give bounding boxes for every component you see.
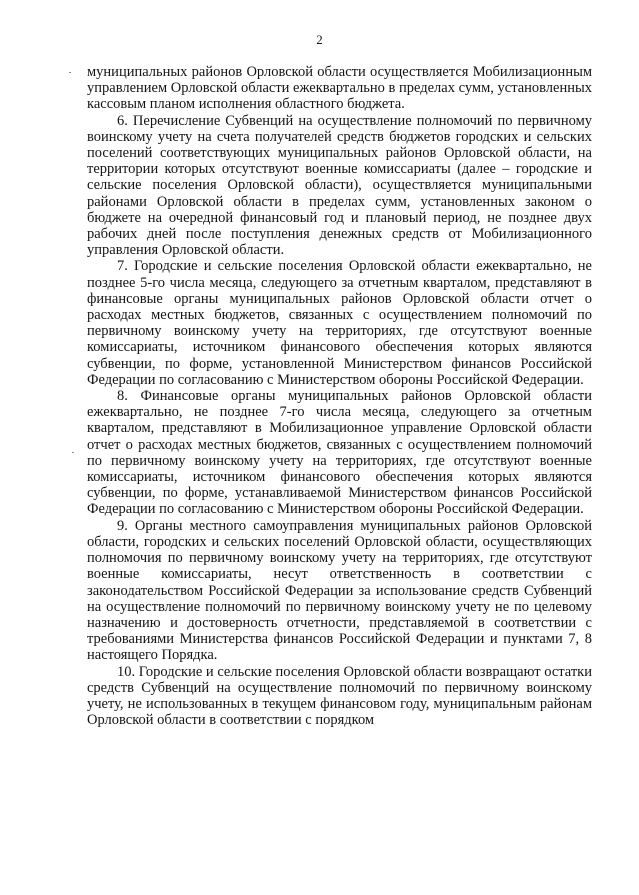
paragraph-9: 9. Органы местного самоуправления муниципальных районов Орловской области, городских и сельских поселений Орловской области, осуществляющих полномочия по первичному воинскому учету на территориях, где отсутствуют военные комиссариаты, несут ответственность в соответствии с законодательством Российской Федерации за использование средств Субвенций на осуществление полномочий по первичному воинскому учету не по целевому назначению и достоверность отчетности, представляемой в соответствии с требованиями Министерства финансов Российской Федерации и пунктами 7, 8 настоящего Порядка. (87, 517, 592, 664)
paragraph-7: 7. Городские и сельские поселения Орловской области ежеквартально, не позднее 5-го числа месяца, следующего за отчетным кварталом, представляют в финансовые органы муниципальных районов Орловской области отчет о расходах местных бюджетов, связанных с осуществлением полномочий по первичному воинскому учету на территориях, где отсутствуют военные комиссариаты, источником финансового обеспечения которых являются субвенции, по форме, установленной Министерством финансов Российской Федерации по согласованию с Министерством обороны Российской Федерации. (87, 258, 592, 388)
document-body (87, 64, 592, 728)
scan-speck (72, 452, 74, 453)
paragraph-6: 6. Перечисление Субвенций на осуществление полномочий по первичному воинскому учету на счета получателей средств бюджетов городских и сельских поселений соответствующих муниципальных районов Орловской области, на территории которых отсутствуют военные комиссариаты (далее – городские и сельские поселения Орловской области), осуществляется муниципальными районами Орловской области в пределах сумм, установленных законом о бюджете на очередной финансовый год и плановый период, не позднее двух рабочих дней после поступления денежных средств от Мобилизационного управления Орловской области. (87, 112, 592, 259)
page-number: 2 (316, 32, 323, 47)
paragraph-continuation: муниципальных районов Орловской области осуществляется Мобилизационным управлением Орловской области ежеквартально в пределах сумм, установленных кассовым планом исполнения областного бюджета. (87, 64, 592, 113)
scan-speck (69, 72, 71, 73)
paragraph-8: 8. Финансовые органы муниципальных районов Орловской области ежеквартально, не позднее 7-го числа месяца, следующего за отчетным кварталом, представляют в Мобилизационное управление Орловской области отчет о расходах местных бюджетов, связанных с осуществлением полномочий по первичному воинскому учету на территориях, где отсутствуют военные комиссариаты, источником финансового обеспечения которых являются субвенции, по форме, устанавливаемой Министерством финансов Российской Федерации по согласованию с Министерством обороны Российской Федерации. (87, 388, 592, 518)
paragraph-10: 10. Городские и сельские поселения Орловской области возвращают остатки средств Субвенций на осуществление полномочий по первичному воинскому учету, не использованных в текущем финансовом году, муниципальным районам Орловской области в соответствии с порядком (87, 663, 592, 729)
